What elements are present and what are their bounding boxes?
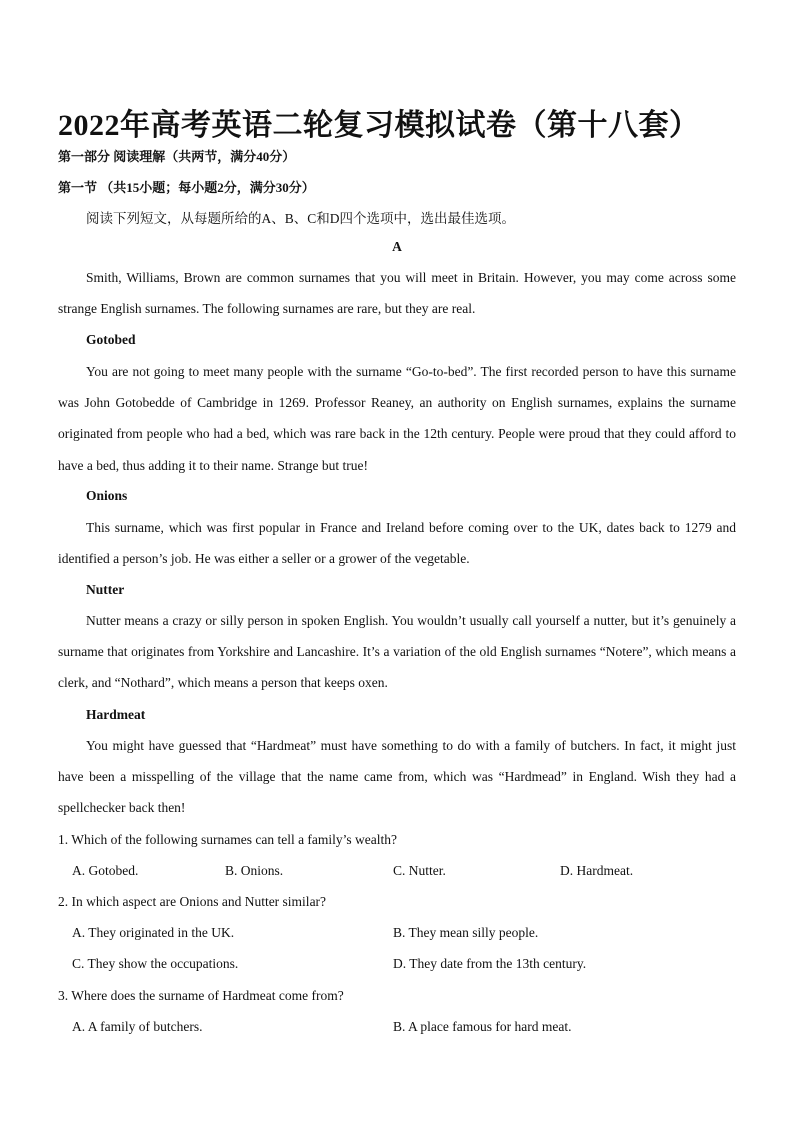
section1-heading: 第一节 （共15小题；每小题2分，满分30分） [58, 180, 315, 195]
question-1-option-a: A. Gotobed. [72, 863, 139, 878]
instruction-text: 阅读下列短文，从每题所给的A、B、C和D四个选项中，选出最佳选项。 [86, 211, 516, 226]
part1-heading: 第一部分 阅读理解（共两节，满分40分） [58, 149, 296, 164]
question-2-option-d: D. They date from the 13th century. [393, 956, 587, 971]
question-1-option-c: C. Nutter. [393, 863, 446, 878]
question-2-stem: 2. In which aspect are Onions and Nutter similar? [58, 894, 327, 909]
question-1-option-d: D. Hardmeat. [560, 863, 634, 878]
onions-heading: Onions [86, 488, 128, 503]
question-2-option-b: B. They mean silly people. [393, 925, 539, 940]
passage-letter: A [392, 239, 402, 254]
nutter-paragraph: Nutter means a crazy or silly person in spoken English. You wouldn’t usually call yourself a nutter, but it’s genuinely a surname that originates from Yorkshire and Lancashire. It’s a variation of the old English surnames “Notere”, which means a clerk, and “Nothard”, which means a person that keeps oxen. [58, 613, 736, 691]
gotobed-paragraph: You are not going to meet many people with the surname “Go-to-bed”. The first recorded person to have this surname was John Gotobedde of Cambridge in 1269. Professor Reaney, an authority on English surnames, explains the surname originated from people who had a bed, which was rare back in the 12th century. People were proud that they could afford to have a bed, thus adding it to their name. Strange but true! [58, 364, 736, 473]
hardmeat-paragraph: You might have guessed that “Hardmeat” must have something to do with a family of butchers. In fact, it might just have been a misspelling of the village that the name came from, which was “Hardmead” in England. Wish they had a spellchecker back then! [58, 738, 736, 816]
question-1-option-b: B. Onions. [225, 863, 284, 878]
hardmeat-heading: Hardmeat [86, 707, 146, 722]
question-2-option-a: A. They originated in the UK. [72, 925, 235, 940]
question-3-option-b: B. A place famous for hard meat. [393, 1019, 572, 1034]
gotobed-heading: Gotobed [86, 332, 136, 347]
question-2-option-c: C. They show the occupations. [72, 956, 239, 971]
onions-paragraph: This surname, which was first popular in France and Ireland before coming over to the UK, dates back to 1279 and identified a person’s job. He was either a seller or a grower of the vegetable. [58, 520, 736, 567]
question-3-stem: 3. Where does the surname of Hardmeat come from? [58, 988, 344, 1003]
question-1-stem: 1. Which of the following surnames can tell a family’s wealth? [58, 832, 398, 847]
page-title: 2022年高考英语二轮复习模拟试卷（第十八套） [58, 109, 700, 142]
question-3-option-a: A. A family of butchers. [72, 1019, 203, 1034]
nutter-heading: Nutter [86, 582, 125, 597]
intro-paragraph: Smith, Williams, Brown are common surnames that you will meet in Britain. However, you may come across some strange English surnames. The following surnames are rare, but they are real. [58, 270, 736, 317]
